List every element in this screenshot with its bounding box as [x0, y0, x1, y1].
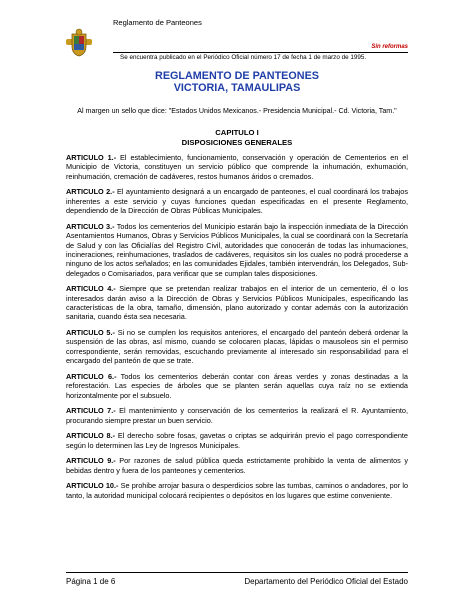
header-title: Reglamento de Panteones — [113, 18, 202, 27]
chapter-heading — [0, 128, 474, 148]
article-10 — [66, 481, 408, 500]
seal-note: Al margen un sello que dice: "Estados Unidos Mexicanos.- Presidencia Municipal.- Cd. Victoria, Tam." — [77, 107, 397, 115]
article-text: El ayuntamiento designará a un encargado de panteones, el cual coordinará los trabajos inherentes a este servicio y cuyas funciones quedan especificadas en el presente Reglamento, dependiendo de la Dirección de Obras Públicas Municipales. — [66, 187, 408, 216]
article-label: ARTICULO 8.- — [66, 431, 116, 441]
article-1 — [66, 153, 408, 181]
article-text: Todos los cementerios del Municipio estarán bajo la inspección inmediata de la Dirección Asentamientos Humanos, Obras y Servicios Públicos Municipales, la cual se coordinará con la Secretaría de Salud y con las Oficialías del Registro Civil, autoridades que conocerán de todas las inhumaciones, incineraciones, reinhumaciones, traslados de cadáveres, requisitos sin los cuales no podrá procederse a ninguno de los actos señalados; en las comunidades Ejidales, también intervendrán, los Delegados, Sub-delegados o Comisariados, para verificar que se cumplan tales disposiciones. — [66, 221, 408, 278]
article-text: Todos los cementerios deberán contar con áreas verdes y zonas destinadas a la reforestación. Las especies de árboles que se planten serán aquellas cuya raíz no se extienda horizontalmente por el subsuelo. — [66, 371, 408, 400]
document-title-line-2: VICTORIA, TAMAULIPAS — [173, 82, 301, 94]
article-text: Se prohibe arrojar basura o desperdicios sobre las tumbas, caminos o andadores, por lo tanto, la autoridad municipal colocará recipientes o depósitos en los lugares que estime conveniente. — [66, 481, 409, 500]
article-text: Por razones de salud pública queda estrictamente prohibido la venta de alimentos y bebidas dentro y fuera de los panteones y cementerios. — [66, 456, 408, 475]
article-3 — [66, 222, 408, 278]
article-label: ARTICULO 10.- — [66, 481, 119, 491]
article-label: ARTICULO 9.- — [66, 456, 116, 466]
article-text: El derecho sobre fosas, gavetas o criptas se adquirirán previo el pago correspondiente según lo determinen las Ley de Ingresos Municipales. — [66, 431, 408, 450]
page-number: Página 1 de 6 — [66, 577, 116, 586]
footer-divider — [66, 572, 408, 573]
article-label: ARTICULO 2.- — [66, 187, 115, 197]
article-8 — [66, 431, 408, 450]
coat-of-arms-icon — [64, 28, 94, 58]
article-label: ARTICULO 6.- — [66, 371, 117, 381]
footer-department: Departamento del Periódico Oficial del Estado — [244, 577, 408, 586]
reform-status-tag: Sin reformas — [371, 44, 408, 50]
article-label: ARTICULO 7.- — [66, 406, 116, 416]
articles-body — [66, 153, 408, 507]
article-2 — [66, 187, 408, 215]
article-label: ARTICULO 1.- — [66, 153, 117, 162]
article-4 — [66, 284, 408, 321]
article-5 — [66, 328, 408, 365]
article-text: El establecimiento, funcionamiento, conservación y operación de Cementerios en el Municipio de Victoria, constituyen un servicio público que comprende la inhumación, exhumación, reinhumación, cremación de cadáveres, restos humanos áridos o cremados. — [66, 153, 408, 181]
article-9 — [66, 456, 408, 475]
article-7 — [66, 406, 408, 425]
publication-note: Se encuentra publicado en el Periódico Oficial número 17 de fecha 1 de marzo de 1995. — [120, 54, 367, 61]
article-label: ARTICULO 5.- — [66, 328, 115, 338]
article-text: Siempre que se pretendan realizar trabajos en el interior de un cementerio, él o los interesados darán aviso a la Dirección de Obras y Servicios Públicos Municipales, especificando las características de la obra, tamaño, dimensión, plano autorizado y contar además con la autorización sanitaria, cuando ésta sea necesaria. — [66, 284, 408, 322]
chapter-name: DISPOSICIONES GENERALES — [181, 138, 293, 147]
article-text: Si no se cumplen los requisitos anteriores, el encargado del panteón deberá ordenar la suspensión de las obras, así mismo, cuando se colocaren placas, lápidas o mausoleos sin el permiso correspondiente, serán removidas, escuchando previamente al interesado sin responsabilidad para el encargado del panteón de que se trate. — [66, 328, 408, 366]
article-label: ARTICULO 4.- — [66, 284, 116, 294]
document-title-line-1: REGLAMENTO DE PANTEONES — [155, 70, 319, 82]
document-title — [0, 70, 474, 94]
chapter-number: CAPITULO I — [215, 128, 259, 137]
header-divider — [113, 52, 408, 53]
article-label: ARTICULO 3.- — [66, 221, 115, 231]
article-6 — [66, 372, 408, 400]
article-text: El mantenimiento y conservación de los cementerios la realizará el R. Ayuntamiento, procurando siempre prestar un buen servicio. — [66, 406, 408, 425]
